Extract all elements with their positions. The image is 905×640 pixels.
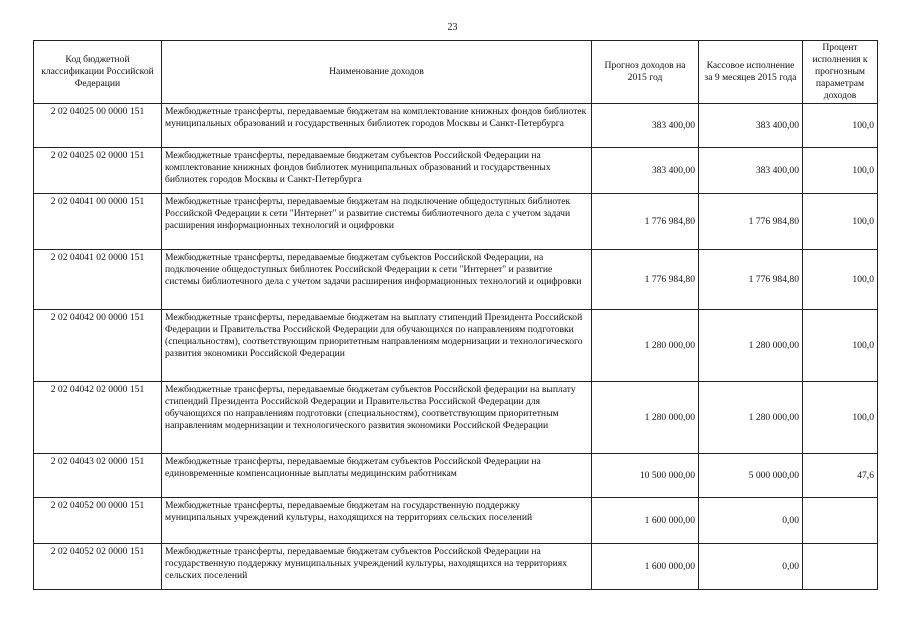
row-percent: 100,0	[803, 310, 878, 382]
row-forecast: 1 280 000,00	[592, 382, 699, 454]
row-name: Межбюджетные трансферты, передаваемые бюджетам на комплектование книжных фондов библиотек муниципальных образований и государственных библиотек городов Москвы и Санкт-Петербурга	[162, 104, 592, 148]
row-percent: 100,0	[803, 250, 878, 310]
row-percent: 100,0	[803, 148, 878, 194]
table-row	[34, 498, 878, 544]
table-row	[34, 250, 878, 310]
row-execution: 383 400,00	[699, 148, 803, 194]
table-row	[34, 104, 878, 148]
row-name: Межбюджетные трансферты, передаваемые бюджетам субъектов Российской Федерации на государственную поддержку муниципальных учреждений культуры, находящихся на территориях сельских поселений	[162, 544, 592, 590]
row-code: 2 02 04043 02 0000 151	[34, 454, 162, 498]
row-code: 2 02 04042 00 0000 151	[34, 310, 162, 382]
row-execution: 1 776 984,80	[699, 250, 803, 310]
table-row	[34, 148, 878, 194]
row-percent	[803, 544, 878, 590]
table-row	[34, 310, 878, 382]
row-execution: 1 776 984,80	[699, 194, 803, 250]
row-execution: 0,00	[699, 498, 803, 544]
row-percent	[803, 498, 878, 544]
row-forecast: 383 400,00	[592, 148, 699, 194]
row-name: Межбюджетные трансферты, передаваемые бюджетам на выплату стипендий Президента Российской Федерации и Правительства Российской Федерации для обучающихся по направлениям подготовки (специальностям), соответствующим приоритетным направлениям модернизации и технологического развития экономики Российской Федерации	[162, 310, 592, 382]
row-forecast: 1 776 984,80	[592, 194, 699, 250]
page-number: 23	[447, 22, 458, 33]
row-percent: 47,6	[803, 454, 878, 498]
row-forecast: 383 400,00	[592, 104, 699, 148]
header-execution: Кассовое исполнение за 9 месяцев 2015 года	[699, 41, 803, 104]
table-row	[34, 454, 878, 498]
table-header	[34, 41, 878, 104]
row-execution: 1 280 000,00	[699, 382, 803, 454]
row-name: Межбюджетные трансферты, передаваемые бюджетам субъектов Российской Федерации на комплектование книжных фондов библиотек муниципальных образований и государственных библиотек городов Москвы и Санкт-Петербурга	[162, 148, 592, 194]
row-percent: 100,0	[803, 194, 878, 250]
row-forecast: 1 776 984,80	[592, 250, 699, 310]
row-name: Межбюджетные трансферты, передаваемые бюджетам на подключение общедоступных библиотек Российской Федерации к сети "Интернет" и развитие системы библиотечного дела с учетом задачи расширения информационных технологий и оцифровки	[162, 194, 592, 250]
row-code: 2 02 04041 02 0000 151	[34, 250, 162, 310]
row-code: 2 02 04025 02 0000 151	[34, 148, 162, 194]
row-execution: 5 000 000,00	[699, 454, 803, 498]
row-code: 2 02 04041 00 0000 151	[34, 194, 162, 250]
row-forecast: 1 600 000,00	[592, 544, 699, 590]
table-row	[34, 544, 878, 590]
row-forecast: 1 280 000,00	[592, 310, 699, 382]
row-code: 2 02 04052 00 0000 151	[34, 498, 162, 544]
row-percent: 100,0	[803, 104, 878, 148]
row-code: 2 02 04025 00 0000 151	[34, 104, 162, 148]
row-code: 2 02 04052 02 0000 151	[34, 544, 162, 590]
header-name: Наименование доходов	[162, 41, 592, 104]
header-code: Код бюджетной классификации Российской Федерации	[34, 41, 162, 104]
revenue-table	[33, 40, 878, 590]
row-percent: 100,0	[803, 382, 878, 454]
row-execution: 0,00	[699, 544, 803, 590]
row-forecast: 10 500 000,00	[592, 454, 699, 498]
row-name: Межбюджетные трансферты, передаваемые бюджетам субъектов Российской Федерации, на подключение общедоступных библиотек Российской Федерации к сети "Интернет" и развитие системы библиотечного дела с учетом задачи расширения информационных технологий и оцифровки	[162, 250, 592, 310]
row-name: Межбюджетные трансферты, передаваемые бюджетам субъектов Российской Федерации на единовременные компенсационные выплаты медицинским работникам	[162, 454, 592, 498]
row-execution: 383 400,00	[699, 104, 803, 148]
row-execution: 1 280 000,00	[699, 310, 803, 382]
table-row	[34, 382, 878, 454]
row-name: Межбюджетные трансферты, передаваемые бюджетам на государственную поддержку муниципальных учреждений культуры, находящихся на территориях сельских поселений	[162, 498, 592, 544]
header-percent: Процент исполнения к прогнозным параметрам доходов	[803, 41, 878, 104]
header-forecast: Прогноз доходов на 2015 год	[592, 41, 699, 104]
row-forecast: 1 600 000,00	[592, 498, 699, 544]
row-name: Межбюджетные трансферты, передаваемые бюджетам субъектов Российской федерации на выплату стипендий Президента Российской Федерации и Правительства Российской Федерации для обучающихся по направлениям подготовки (специальностям), соответствующим приоритетным направлениям модернизации и технологического развития экономики Российской Федерации	[162, 382, 592, 454]
row-code: 2 02 04042 02 0000 151	[34, 382, 162, 454]
table-row	[34, 194, 878, 250]
